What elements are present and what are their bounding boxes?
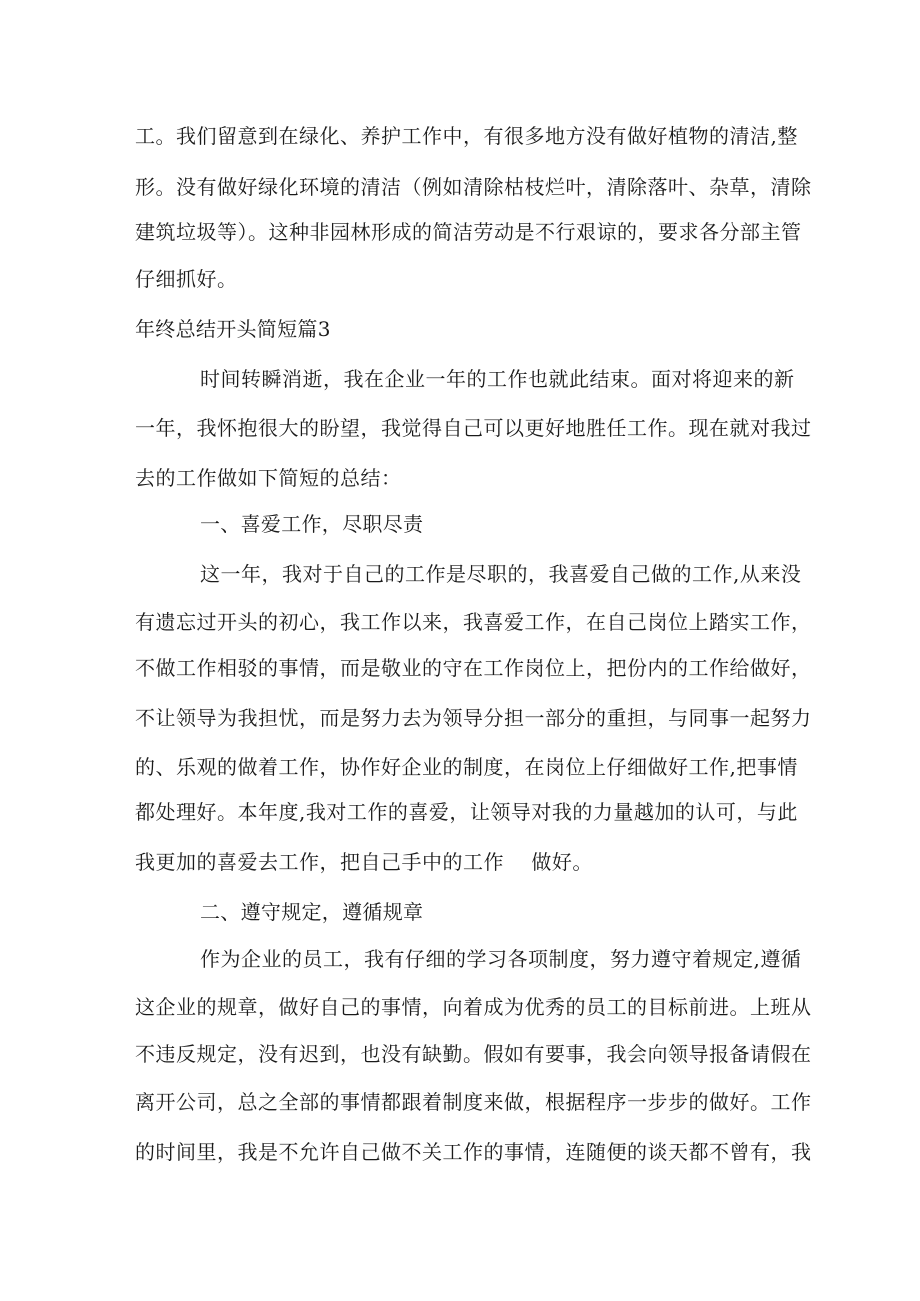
paragraph-line: 我更加的喜爱去工作，把自己手中的工作 做好。 [135,850,593,874]
paragraph-line: 的、乐观的做着工作，协作好企业的制度，在岗位上仔细做好工作,把事情 [135,755,798,779]
paragraph-line: 作为企业的员工，我有仔细的学习各项制度，努力遵守着规定,遵循 [200,947,802,971]
paragraph-line: 这一年，我对于自己的工作是尽职的，我喜爱自己做的工作,从来没 [200,562,802,586]
paragraph-line: 不让领导为我担忧，而是努力去为领导分担一部分的重担，与同事一起努力 [135,706,812,730]
paragraph-line: 有遗忘过开头的初心，我工作以来，我喜爱工作，在自己岗位上踏实工作， [135,610,812,634]
paragraph-line: 工。我们留意到在绿化、养护工作中，有很多地方没有做好植物的清洁,整 [135,124,798,148]
paragraph-line: 不做工作相驳的事情，而是敬业的守在工作岗位上，把份内的工作给做好， [135,656,812,680]
paragraph-line: 离开公司，总之全部的事情都跟着制度来做，根据程序一步步的做好。工作 [135,1090,812,1114]
section-title: 年终总结开头简短篇3 [135,317,331,341]
paragraph-line: 时间转瞬消逝，我在企业一年的工作也就此结束。面对将迎来的新 [200,367,795,391]
paragraph-line: 去的工作做如下简短的总结： [135,466,402,490]
paragraph-line: 的时间里，我是不允许自己做不关工作的事情，连随便的谈天都不曾有，我 [135,1140,812,1164]
paragraph-line: 仔细抓好。 [135,267,238,291]
paragraph-line: 都处理好。本年度,我对工作的喜爱，让领导对我的力量越加的认可，与此 [135,800,798,824]
paragraph-line: 形。没有做好绿化环境的清洁（例如清除枯枝烂叶，清除落叶、杂草，清除 [135,175,812,199]
subheading: 一、喜爱工作，尽职尽责 [200,512,424,536]
paragraph-line: 建筑垃圾等）。这种非园林形成的简洁劳动是不行艰谅的，要求各分部主管 [135,220,802,244]
paragraph-line: 一年，我怀抱很大的盼望，我觉得自己可以更好地胜任工作。现在就对我过 [135,416,812,440]
paragraph-line: 这企业的规章，做好自己的事情，向着成为优秀的员工的目标前进。上班从 [135,995,812,1019]
paragraph-line: 不违反规定，没有迟到，也没有缺勤。假如有要事，我会向领导报备请假在 [135,1042,812,1066]
subheading: 二、遵守规定，遵循规章 [200,900,424,924]
